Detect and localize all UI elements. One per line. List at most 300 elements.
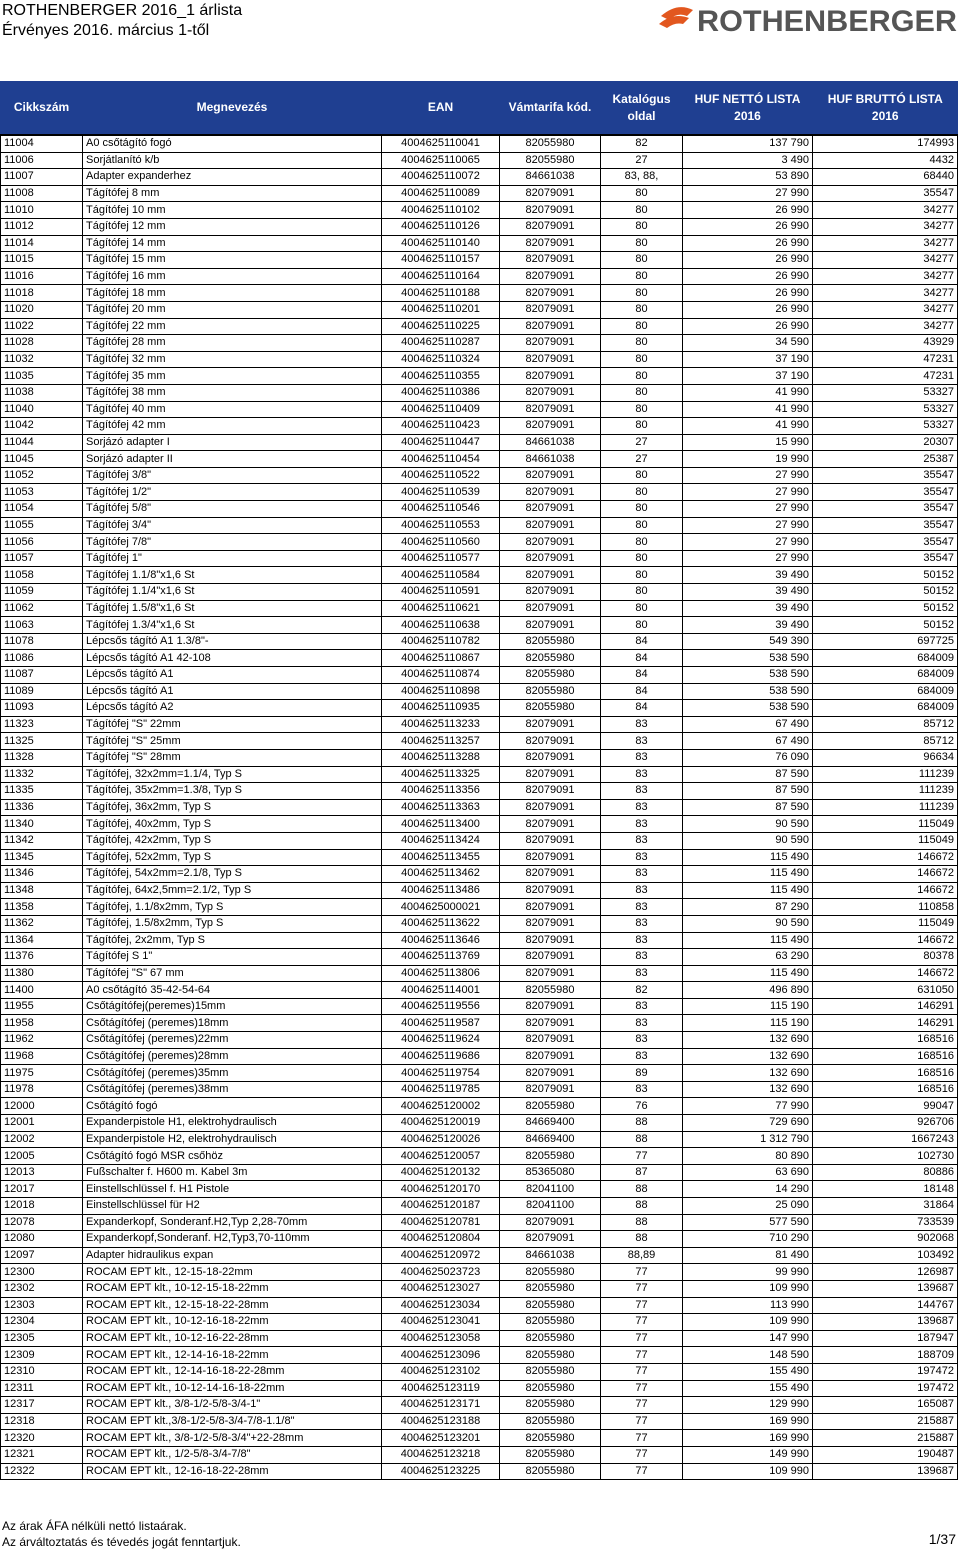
table-row [1, 252, 958, 269]
rothenberger-logo [657, 2, 959, 40]
cell-ean: 4004625123119 [382, 1380, 500, 1397]
cell-catalog-page: 80 [601, 534, 683, 551]
cell-gross-price: 631050 [813, 982, 958, 999]
cell-customs-code: 82079091 [500, 600, 601, 617]
cell-item-code: 11364 [1, 932, 83, 949]
cell-net-price: 109 990 [683, 1314, 813, 1331]
table-row [1, 1032, 958, 1049]
cell-catalog-page: 27 [601, 451, 683, 468]
cell-net-price: 1 312 790 [683, 1131, 813, 1148]
cell-customs-code: 82079091 [500, 368, 601, 385]
cell-gross-price: 34277 [813, 235, 958, 252]
cell-gross-price: 697725 [813, 633, 958, 650]
cell-ean: 4004625113356 [382, 783, 500, 800]
cell-net-price: 25 090 [683, 1198, 813, 1215]
cell-description: ROCAM EPT klt., 10-12-16-22-28mm [83, 1330, 382, 1347]
cell-net-price: 148 590 [683, 1347, 813, 1364]
cell-catalog-page: 88 [601, 1115, 683, 1132]
cell-customs-code: 82079091 [500, 766, 601, 783]
cell-customs-code: 82079091 [500, 584, 601, 601]
cell-customs-code: 84661038 [500, 169, 601, 186]
cell-description: Sorjázó adapter II [83, 451, 382, 468]
cell-catalog-page: 77 [601, 1314, 683, 1331]
cell-catalog-page: 77 [601, 1380, 683, 1397]
cell-customs-code: 82055980 [500, 1363, 601, 1380]
cell-description: ROCAM EPT klt., 10-12-16-18-22mm [83, 1314, 382, 1331]
cell-gross-price: 126987 [813, 1264, 958, 1281]
cell-customs-code: 82079091 [500, 783, 601, 800]
cell-description: Tágítófej, 1.1/8x2mm, Typ S [83, 899, 382, 916]
cell-item-code: 12305 [1, 1330, 83, 1347]
cell-item-code: 11042 [1, 418, 83, 435]
cell-customs-code: 82079091 [500, 534, 601, 551]
cell-gross-price: 68440 [813, 169, 958, 186]
cell-customs-code: 82055980 [500, 1330, 601, 1347]
cell-net-price: 26 990 [683, 202, 813, 219]
cell-catalog-page: 84 [601, 700, 683, 717]
cell-catalog-page: 80 [601, 252, 683, 269]
cell-net-price: 37 190 [683, 368, 813, 385]
cell-catalog-page: 88 [601, 1181, 683, 1198]
cell-description: Tágítófej S 1" [83, 949, 382, 966]
cell-ean: 4004625123225 [382, 1463, 500, 1480]
cell-item-code: 12311 [1, 1380, 83, 1397]
cell-catalog-page: 83 [601, 799, 683, 816]
cell-customs-code: 82055980 [500, 1397, 601, 1414]
cell-item-code: 11014 [1, 235, 83, 252]
cell-ean: 4004625119785 [382, 1081, 500, 1098]
cell-catalog-page: 83 [601, 1081, 683, 1098]
cell-ean: 4004625123201 [382, 1430, 500, 1447]
cell-description: ROCAM EPT klt., 12-16-18-22-28mm [83, 1463, 382, 1480]
cell-gross-price: 35547 [813, 501, 958, 518]
cell-ean: 4004625123034 [382, 1297, 500, 1314]
cell-ean: 4004625120187 [382, 1198, 500, 1215]
cell-customs-code: 82079091 [500, 418, 601, 435]
table-row [1, 716, 958, 733]
cell-customs-code: 82079091 [500, 1015, 601, 1032]
cell-gross-price: 926706 [813, 1115, 958, 1132]
cell-net-price: 14 290 [683, 1181, 813, 1198]
cell-customs-code: 82079091 [500, 202, 601, 219]
cell-ean: 4004625110539 [382, 484, 500, 501]
table-row [1, 1115, 958, 1132]
cell-item-code: 11057 [1, 550, 83, 567]
cell-ean: 4004625000021 [382, 899, 500, 916]
cell-ean: 4004625110126 [382, 218, 500, 235]
cell-ean: 4004625113233 [382, 716, 500, 733]
cell-item-code: 11955 [1, 998, 83, 1015]
cell-ean: 4004625110454 [382, 451, 500, 468]
table-row [1, 268, 958, 285]
table-row [1, 501, 958, 518]
cell-item-code: 11016 [1, 268, 83, 285]
cell-ean: 4004625120019 [382, 1115, 500, 1132]
cell-gross-price: 35547 [813, 467, 958, 484]
cell-ean: 4004625119686 [382, 1048, 500, 1065]
cell-item-code: 12302 [1, 1280, 83, 1297]
cell-customs-code: 82055980 [500, 683, 601, 700]
cell-description: Tágítófej 40 mm [83, 401, 382, 418]
cell-ean: 4004625123188 [382, 1413, 500, 1430]
cell-ean: 4004625123041 [382, 1314, 500, 1331]
table-row [1, 1297, 958, 1314]
cell-description: Adapter hidraulikus expan [83, 1247, 382, 1264]
cell-item-code: 11376 [1, 949, 83, 966]
cell-description: Tágítófej, 2x2mm, Typ S [83, 932, 382, 949]
cell-net-price: 87 290 [683, 899, 813, 916]
cell-item-code: 11059 [1, 584, 83, 601]
table-row [1, 218, 958, 235]
cell-ean: 4004625113455 [382, 849, 500, 866]
cell-item-code: 12000 [1, 1098, 83, 1115]
table-row [1, 384, 958, 401]
cell-customs-code: 82079091 [500, 401, 601, 418]
table-row [1, 517, 958, 534]
cell-description: Tágítófej 10 mm [83, 202, 382, 219]
cell-gross-price: 35547 [813, 484, 958, 501]
cell-net-price: 155 490 [683, 1363, 813, 1380]
table-row [1, 982, 958, 999]
cell-description: Csőtágítófej (peremes)38mm [83, 1081, 382, 1098]
cell-customs-code: 82055980 [500, 1463, 601, 1480]
cell-net-price: 538 590 [683, 650, 813, 667]
table-row [1, 335, 958, 352]
cell-catalog-page: 83 [601, 915, 683, 932]
cell-net-price: 577 590 [683, 1214, 813, 1231]
cell-net-price: 26 990 [683, 301, 813, 318]
cell-customs-code: 82079091 [500, 915, 601, 932]
cell-ean: 4004625110188 [382, 285, 500, 302]
cell-item-code: 11335 [1, 783, 83, 800]
cell-description: Expanderpistole H1, elektrohydraulisch [83, 1115, 382, 1132]
cell-gross-price: 4432 [813, 152, 958, 169]
cell-description: ROCAM EPT klt., 12-14-16-18-22-28mm [83, 1363, 382, 1380]
cell-catalog-page: 77 [601, 1264, 683, 1281]
cell-customs-code: 82079091 [500, 749, 601, 766]
cell-ean: 4004625110140 [382, 235, 500, 252]
cell-gross-price: 34277 [813, 301, 958, 318]
table-row [1, 550, 958, 567]
cell-net-price: 41 990 [683, 401, 813, 418]
cell-net-price: 39 490 [683, 600, 813, 617]
cell-description: ROCAM EPT klt., 1/2-5/8-3/4-7/8" [83, 1446, 382, 1463]
cell-description: Tágítófej "S" 28mm [83, 749, 382, 766]
cell-gross-price: 146672 [813, 965, 958, 982]
cell-catalog-page: 83 [601, 832, 683, 849]
table-row [1, 700, 958, 717]
table-row [1, 1231, 958, 1248]
table-row [1, 318, 958, 335]
cell-net-price: 39 490 [683, 617, 813, 634]
cell-net-price: 729 690 [683, 1115, 813, 1132]
cell-item-code: 11054 [1, 501, 83, 518]
cell-catalog-page: 80 [601, 351, 683, 368]
cell-customs-code: 82055980 [500, 1413, 601, 1430]
cell-gross-price: 139687 [813, 1314, 958, 1331]
cell-gross-price: 50152 [813, 600, 958, 617]
cell-item-code: 11362 [1, 915, 83, 932]
cell-gross-price: 187947 [813, 1330, 958, 1347]
cell-catalog-page: 83, 88, [601, 169, 683, 186]
cell-description: Expanderpistole H2, elektrohydraulisch [83, 1131, 382, 1148]
cell-gross-price: 111239 [813, 783, 958, 800]
cell-catalog-page: 77 [601, 1413, 683, 1430]
cell-ean: 4004625110089 [382, 185, 500, 202]
cell-net-price: 129 990 [683, 1397, 813, 1414]
cell-catalog-page: 80 [601, 550, 683, 567]
cell-ean: 4004625110638 [382, 617, 500, 634]
col-header-ean: EAN [382, 81, 500, 135]
cell-catalog-page: 80 [601, 567, 683, 584]
cell-ean: 4004625120002 [382, 1098, 500, 1115]
table-row [1, 783, 958, 800]
cell-net-price: 27 990 [683, 550, 813, 567]
cell-gross-price: 50152 [813, 567, 958, 584]
cell-item-code: 11038 [1, 384, 83, 401]
table-row [1, 617, 958, 634]
cell-ean: 4004625110287 [382, 335, 500, 352]
table-row [1, 1413, 958, 1430]
cell-customs-code: 82079091 [500, 185, 601, 202]
cell-item-code: 11035 [1, 368, 83, 385]
cell-description: Csőtágítófej(peremes)15mm [83, 998, 382, 1015]
cell-item-code: 12013 [1, 1164, 83, 1181]
table-row [1, 351, 958, 368]
cell-customs-code: 82079091 [500, 252, 601, 269]
cell-description: Tágítófej "S" 25mm [83, 733, 382, 750]
validity-date: Érvényes 2016. március 1-től [2, 22, 210, 39]
cell-item-code: 11325 [1, 733, 83, 750]
cell-customs-code: 82079091 [500, 1081, 601, 1098]
cell-ean: 4004625120026 [382, 1131, 500, 1148]
cell-ean: 4004625110621 [382, 600, 500, 617]
cell-net-price: 39 490 [683, 567, 813, 584]
cell-ean: 4004625110546 [382, 501, 500, 518]
table-row [1, 584, 958, 601]
cell-catalog-page: 80 [601, 501, 683, 518]
cell-customs-code: 85365080 [500, 1164, 601, 1181]
cell-item-code: 11328 [1, 749, 83, 766]
cell-gross-price: 50152 [813, 617, 958, 634]
cell-net-price: 169 990 [683, 1413, 813, 1430]
cell-description: Lépcsős tágító A1 [83, 667, 382, 684]
cell-description: ROCAM EPT klt., 12-14-16-18-22mm [83, 1347, 382, 1364]
cell-item-code: 12078 [1, 1214, 83, 1231]
cell-customs-code: 82079091 [500, 235, 601, 252]
table-row [1, 949, 958, 966]
cell-net-price: 26 990 [683, 218, 813, 235]
footer-note-vat: Az árak ÁFA nélküli nettó listaárak. [2, 1519, 187, 1533]
cell-gross-price: 146672 [813, 882, 958, 899]
cell-net-price: 113 990 [683, 1297, 813, 1314]
table-row [1, 1463, 958, 1480]
table-row [1, 915, 958, 932]
cell-gross-price: 902068 [813, 1231, 958, 1248]
cell-catalog-page: 80 [601, 335, 683, 352]
cell-catalog-page: 80 [601, 202, 683, 219]
price-list-table [0, 81, 958, 1480]
table-row [1, 567, 958, 584]
cell-catalog-page: 77 [601, 1148, 683, 1165]
cell-customs-code: 82079091 [500, 733, 601, 750]
table-row [1, 434, 958, 451]
cell-net-price: 538 590 [683, 683, 813, 700]
cell-customs-code: 82079091 [500, 1214, 601, 1231]
cell-net-price: 90 590 [683, 915, 813, 932]
cell-gross-price: 115049 [813, 816, 958, 833]
cell-item-code: 11018 [1, 285, 83, 302]
cell-net-price: 147 990 [683, 1330, 813, 1347]
cell-net-price: 87 590 [683, 783, 813, 800]
cell-customs-code: 82079091 [500, 285, 601, 302]
table-row [1, 1264, 958, 1281]
cell-ean: 4004625110867 [382, 650, 500, 667]
cell-customs-code: 82079091 [500, 882, 601, 899]
cell-item-code: 11332 [1, 766, 83, 783]
table-row [1, 301, 958, 318]
cell-ean: 4004625120804 [382, 1231, 500, 1248]
cell-description: Lépcsős tágító A2 [83, 700, 382, 717]
cell-gross-price: 85712 [813, 716, 958, 733]
cell-item-code: 11345 [1, 849, 83, 866]
cell-description: Tágítófej, 40x2mm, Typ S [83, 816, 382, 833]
table-row [1, 816, 958, 833]
table-row [1, 1446, 958, 1463]
cell-customs-code: 82055980 [500, 1347, 601, 1364]
cell-gross-price: 215887 [813, 1430, 958, 1447]
cell-ean: 4004625110782 [382, 633, 500, 650]
table-row [1, 667, 958, 684]
table-row [1, 484, 958, 501]
table-row [1, 998, 958, 1015]
cell-customs-code: 82079091 [500, 998, 601, 1015]
cell-item-code: 12318 [1, 1413, 83, 1430]
cell-item-code: 11978 [1, 1081, 83, 1098]
cell-gross-price: 115049 [813, 832, 958, 849]
cell-customs-code: 82079091 [500, 268, 601, 285]
cell-ean: 4004625113325 [382, 766, 500, 783]
cell-net-price: 115 490 [683, 866, 813, 883]
cell-item-code: 11380 [1, 965, 83, 982]
cell-description: Einstellschlüssel für H2 [83, 1198, 382, 1215]
cell-item-code: 12321 [1, 1446, 83, 1463]
cell-gross-price: 35547 [813, 550, 958, 567]
cell-description: Tágítófej, 52x2mm, Typ S [83, 849, 382, 866]
cell-item-code: 11058 [1, 567, 83, 584]
table-row [1, 1198, 958, 1215]
table-header-row [1, 81, 958, 135]
cell-catalog-page: 80 [601, 368, 683, 385]
cell-ean: 4004625110102 [382, 202, 500, 219]
cell-description: Csőtágítófej (peremes)18mm [83, 1015, 382, 1032]
cell-gross-price: 110858 [813, 899, 958, 916]
cell-item-code: 12002 [1, 1131, 83, 1148]
cell-net-price: 63 290 [683, 949, 813, 966]
table-row [1, 1380, 958, 1397]
cell-net-price: 87 590 [683, 766, 813, 783]
cell-customs-code: 82055980 [500, 982, 601, 999]
cell-customs-code: 82079091 [500, 932, 601, 949]
cell-catalog-page: 84 [601, 650, 683, 667]
table-row [1, 749, 958, 766]
cell-catalog-page: 77 [601, 1430, 683, 1447]
cell-catalog-page: 80 [601, 401, 683, 418]
cell-net-price: 26 990 [683, 252, 813, 269]
cell-description: Tágítófej, 42x2mm, Typ S [83, 832, 382, 849]
cell-net-price: 63 690 [683, 1164, 813, 1181]
cell-ean: 4004625110560 [382, 534, 500, 551]
cell-catalog-page: 83 [601, 998, 683, 1015]
cell-description: Adapter expanderhez [83, 169, 382, 186]
cell-catalog-page: 80 [601, 285, 683, 302]
cell-net-price: 77 990 [683, 1098, 813, 1115]
cell-description: Sorjátlanító k/b [83, 152, 382, 169]
cell-ean: 4004625119556 [382, 998, 500, 1015]
cell-gross-price: 47231 [813, 368, 958, 385]
cell-description: Expanderkopf, Sonderanf.H2,Typ 2,28-70mm [83, 1214, 382, 1231]
cell-description: Tágítófej 1.5/8"x1,6 St [83, 600, 382, 617]
cell-description: Csőtágítófej (peremes)28mm [83, 1048, 382, 1065]
table-row [1, 799, 958, 816]
cell-item-code: 11004 [1, 135, 83, 152]
cell-description: A0 csőtágító fogó [83, 135, 382, 152]
cell-catalog-page: 80 [601, 318, 683, 335]
table-row [1, 1397, 958, 1414]
cell-description: ROCAM EPT klt.,3/8-1/2-5/8-3/4-7/8-1.1/8" [83, 1413, 382, 1430]
cell-item-code: 11958 [1, 1015, 83, 1032]
cell-net-price: 81 490 [683, 1247, 813, 1264]
cell-item-code: 12097 [1, 1247, 83, 1264]
cell-catalog-page: 76 [601, 1098, 683, 1115]
cell-catalog-page: 80 [601, 418, 683, 435]
table-row [1, 1065, 958, 1082]
cell-customs-code: 82055980 [500, 1148, 601, 1165]
cell-item-code: 11087 [1, 667, 83, 684]
cell-ean: 4004625123218 [382, 1446, 500, 1463]
table-row [1, 650, 958, 667]
cell-item-code: 12005 [1, 1148, 83, 1165]
cell-gross-price: 20307 [813, 434, 958, 451]
cell-gross-price: 34277 [813, 218, 958, 235]
cell-item-code: 11053 [1, 484, 83, 501]
cell-gross-price: 215887 [813, 1413, 958, 1430]
cell-catalog-page: 80 [601, 268, 683, 285]
document-title: ROTHENBERGER 2016_1 árlista [2, 2, 243, 19]
cell-description: Tágítófej, 1.5/8x2mm, Typ S [83, 915, 382, 932]
cell-catalog-page: 83 [601, 849, 683, 866]
cell-description: Tágítófej 18 mm [83, 285, 382, 302]
cell-description: Tágítófej 35 mm [83, 368, 382, 385]
cell-gross-price: 111239 [813, 799, 958, 816]
cell-item-code: 11975 [1, 1065, 83, 1082]
cell-item-code: 11056 [1, 534, 83, 551]
cell-gross-price: 115049 [813, 915, 958, 932]
cell-gross-price: 102730 [813, 1148, 958, 1165]
cell-ean: 4004625110898 [382, 683, 500, 700]
cell-gross-price: 1667243 [813, 1131, 958, 1148]
cell-net-price: 115 190 [683, 1015, 813, 1032]
cell-ean: 4004625110225 [382, 318, 500, 335]
cell-net-price: 132 690 [683, 1065, 813, 1082]
cell-ean: 4004625110935 [382, 700, 500, 717]
cell-gross-price: 80886 [813, 1164, 958, 1181]
cell-ean: 4004625110584 [382, 567, 500, 584]
cell-gross-price: 188709 [813, 1347, 958, 1364]
table-row [1, 633, 958, 650]
cell-customs-code: 82055980 [500, 135, 601, 152]
cell-ean: 4004625110065 [382, 152, 500, 169]
